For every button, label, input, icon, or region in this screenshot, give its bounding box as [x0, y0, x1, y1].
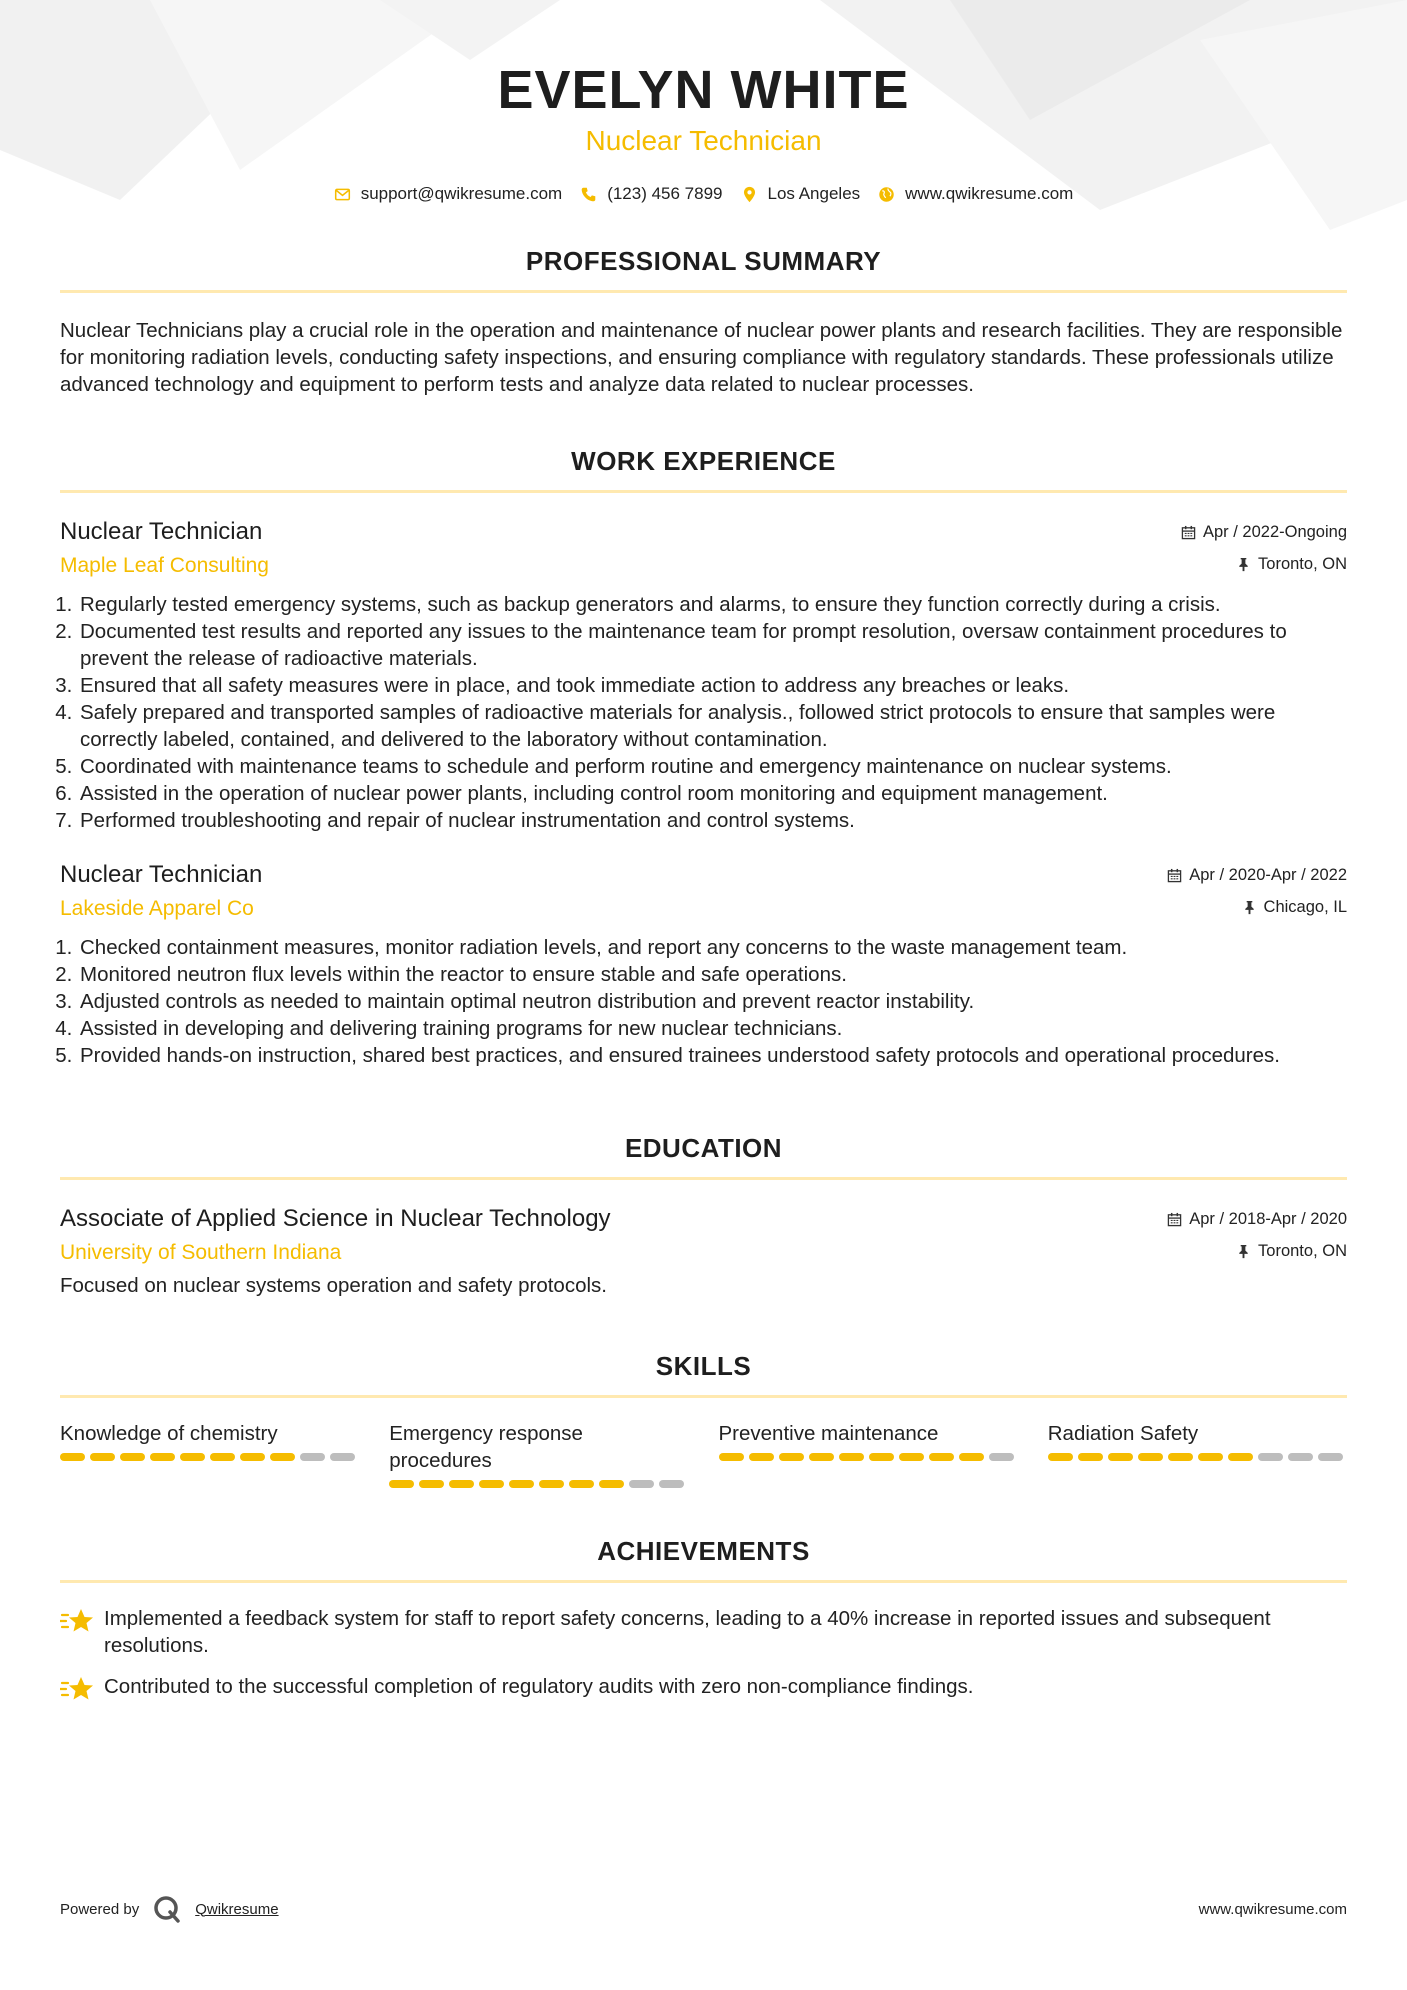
skill-dot-empty [1318, 1453, 1343, 1461]
list-item: 3. Ensured that all safety measures were in place, and took immediate action to address any breaches or leaks. [78, 672, 1347, 699]
school-name: University of Southern Indiana [60, 1241, 342, 1264]
resume-header [60, 0, 1347, 204]
skill-dot-filled [869, 1453, 894, 1461]
job-bullets [60, 934, 1347, 1069]
skill-rating [60, 1453, 359, 1461]
skill-dot-filled [270, 1453, 295, 1461]
globe-icon [878, 186, 895, 203]
job-dates [1167, 860, 1347, 890]
page-footer [60, 1895, 1347, 1923]
qwikresume-logo-icon [153, 1895, 181, 1923]
skill-dot-filled [210, 1453, 235, 1461]
summary-text: Nuclear Technicians play a crucial role in the operation and maintenance of nuclear power plants and research facilities. They are responsible for monitoring radiation levels, conducting safety inspections, and ensuring compliance with regulatory standards. These professionals utilize advanced technology and equipment to perform tests and analyze data related to nuclear processes. [60, 319, 1343, 396]
job-entry [60, 860, 1347, 1069]
education-section [60, 1133, 1347, 1299]
skill-dot-filled [180, 1453, 205, 1461]
candidate-name: EVELYN WHITE [497, 60, 910, 120]
skill-dot-empty [1288, 1453, 1313, 1461]
calendar-icon [1167, 868, 1182, 883]
list-item: 1. Regularly tested emergency systems, such as backup generators and alarms, to ensure they function correctly during a crisis. [78, 591, 1347, 618]
skill-dot-filled [449, 1480, 474, 1488]
list-item: 5. Coordinated with maintenance teams to schedule and perform routine and emergency maintenance on nuclear systems. [78, 753, 1347, 780]
skill-dot-filled [150, 1453, 175, 1461]
skill-item [60, 1420, 359, 1488]
job-dates-text: Apr / 2020-Apr / 2022 [1189, 865, 1347, 884]
skill-dot-filled [569, 1480, 594, 1488]
job-entry [60, 517, 1347, 834]
skill-dot-filled [599, 1480, 624, 1488]
degree-title: Associate of Applied Science in Nuclear Technology [60, 1205, 611, 1232]
powered-by [60, 1895, 279, 1923]
job-company: Lakeside Apparel Co [60, 897, 254, 920]
education-heading: EDUCATION [624, 1133, 783, 1163]
skill-dot-empty [659, 1480, 684, 1488]
education-entry [60, 1204, 1347, 1299]
list-item: 4. Safely prepared and transported samples of radioactive materials for analysis., followed strict protocols to ensure that samples were correctly labeled, contained, and delivered to the laboratory without contamination. [78, 699, 1347, 753]
star-icon [60, 1675, 94, 1705]
contact-location [741, 184, 861, 204]
skill-dot-filled [1108, 1453, 1133, 1461]
star-icon [60, 1607, 94, 1637]
education-dates [1167, 1204, 1347, 1234]
contact-email[interactable] [334, 184, 563, 204]
skills-section [60, 1351, 1347, 1488]
skill-dot-filled [240, 1453, 265, 1461]
skill-dot-filled [539, 1480, 564, 1488]
skill-dot-filled [899, 1453, 924, 1461]
list-item: 1. Checked containment measures, monitor radiation levels, and report any concerns to the waste management team. [78, 934, 1347, 961]
job-dates [1181, 517, 1347, 547]
skill-dot-filled [509, 1480, 534, 1488]
pin-icon [1242, 900, 1257, 915]
job-location-text: Toronto, ON [1258, 554, 1347, 573]
list-item: 2. Monitored neutron flux levels within the reactor to ensure stable and safe operations. [78, 961, 1347, 988]
job-location [1167, 892, 1347, 922]
summary-heading: PROFESSIONAL SUMMARY [525, 246, 882, 276]
job-location-text: Chicago, IL [1263, 897, 1347, 916]
skill-dot-filled [719, 1453, 744, 1461]
skill-item [1048, 1420, 1347, 1488]
skill-dot-filled [479, 1480, 504, 1488]
skill-dot-filled [779, 1453, 804, 1461]
experience-section [60, 446, 1347, 1069]
skill-dot-filled [1048, 1453, 1073, 1461]
contact-bar [60, 184, 1347, 204]
section-divider [60, 1177, 1347, 1180]
list-item: 6. Assisted in the operation of nuclear power plants, including control room monitoring and equipment management. [78, 780, 1347, 807]
brand-link[interactable]: Qwikresume [195, 1900, 279, 1918]
pin-icon [1236, 557, 1251, 572]
contact-website[interactable] [878, 184, 1073, 204]
skill-name: Radiation Safety [1047, 1422, 1199, 1445]
job-location [1181, 549, 1347, 579]
skill-dot-empty [1258, 1453, 1283, 1461]
email-text: support@qwikresume.com [360, 184, 563, 203]
achievement-text: Implemented a feedback system for staff to report safety concerns, leading to a 40% increase in reported issues and subsequent resolutions. [104, 1607, 1271, 1657]
skill-dot-filled [120, 1453, 145, 1461]
skill-dot-empty [989, 1453, 1014, 1461]
job-title: Nuclear Technician [60, 861, 263, 888]
footer-website[interactable]: www.qwikresume.com [1198, 1900, 1347, 1918]
job-title: Nuclear Technician [60, 518, 263, 545]
section-divider [60, 1580, 1347, 1583]
skill-dot-filled [60, 1453, 85, 1461]
skill-dot-filled [929, 1453, 954, 1461]
job-dates-text: Apr / 2022-Ongoing [1202, 522, 1347, 541]
achievements-heading: ACHIEVEMENTS [597, 1536, 810, 1566]
skill-name: Preventive maintenance [718, 1422, 939, 1445]
education-location-text: Toronto, ON [1258, 1241, 1347, 1260]
skills-grid [60, 1420, 1347, 1488]
contact-phone[interactable] [580, 184, 722, 204]
skill-dot-filled [749, 1453, 774, 1461]
skill-item [389, 1420, 688, 1488]
achievements-section [60, 1536, 1347, 1705]
skill-rating [719, 1453, 1018, 1461]
skill-name: Knowledge of chemistry [60, 1422, 278, 1445]
website-text: www.qwikresume.com [905, 184, 1074, 203]
powered-by-label: Powered by [60, 1900, 140, 1918]
experience-heading: WORK EXPERIENCE [571, 446, 836, 476]
skill-name: Emergency response procedures [389, 1422, 583, 1472]
list-item: 2. Documented test results and reported any issues to the maintenance team for prompt resolution, oversaw containment procedures to prevent the release of radioactive materials. [78, 618, 1347, 672]
map-pin-icon [741, 186, 758, 203]
list-item: 5. Provided hands-on instruction, shared best practices, and ensured trainees understood safety protocols and operational procedures. [78, 1042, 1347, 1069]
pin-icon [1236, 1244, 1251, 1259]
job-bullets [60, 591, 1347, 834]
skill-dot-empty [330, 1453, 355, 1461]
summary-section [60, 246, 1347, 398]
section-divider [60, 1395, 1347, 1398]
skill-dot-filled [419, 1480, 444, 1488]
phone-icon [580, 186, 597, 203]
list-item: 3. Adjusted controls as needed to maintain optimal neutron distribution and prevent reactor instability. [78, 988, 1347, 1015]
list-item: 4. Assisted in developing and delivering training programs for new nuclear technicians. [78, 1015, 1347, 1042]
skill-dot-filled [90, 1453, 115, 1461]
skill-dot-filled [1168, 1453, 1193, 1461]
section-divider [60, 490, 1347, 493]
skill-dot-filled [389, 1480, 414, 1488]
skill-item [719, 1420, 1018, 1488]
skill-rating [389, 1480, 688, 1488]
education-location [1167, 1236, 1347, 1266]
list-item: 7. Performed troubleshooting and repair of nuclear instrumentation and control systems. [78, 807, 1347, 834]
achievement-item [60, 1673, 1347, 1705]
skill-dot-filled [809, 1453, 834, 1461]
achievement-item [60, 1605, 1347, 1659]
skill-dot-filled [839, 1453, 864, 1461]
phone-text: (123) 456 7899 [607, 184, 723, 203]
candidate-title: Nuclear Technician [585, 125, 822, 156]
skill-dot-filled [1138, 1453, 1163, 1461]
skill-rating [1048, 1453, 1347, 1461]
achievements-list [60, 1605, 1347, 1705]
skill-dot-filled [1228, 1453, 1253, 1461]
education-description: Focused on nuclear systems operation and safety protocols. [60, 1274, 607, 1297]
skill-dot-empty [300, 1453, 325, 1461]
skill-dot-filled [1078, 1453, 1103, 1461]
location-text: Los Angeles [767, 184, 861, 203]
skill-dot-filled [959, 1453, 984, 1461]
calendar-icon [1181, 525, 1196, 540]
envelope-icon [334, 186, 351, 203]
education-dates-text: Apr / 2018-Apr / 2020 [1189, 1209, 1347, 1228]
job-company: Maple Leaf Consulting [60, 554, 269, 577]
skill-dot-empty [629, 1480, 654, 1488]
section-divider [60, 290, 1347, 293]
skills-heading: SKILLS [655, 1351, 752, 1381]
skill-dot-filled [1198, 1453, 1223, 1461]
achievement-text: Contributed to the successful completion of regulatory audits with zero non-compliance findings. [104, 1675, 974, 1698]
calendar-icon [1167, 1212, 1182, 1227]
